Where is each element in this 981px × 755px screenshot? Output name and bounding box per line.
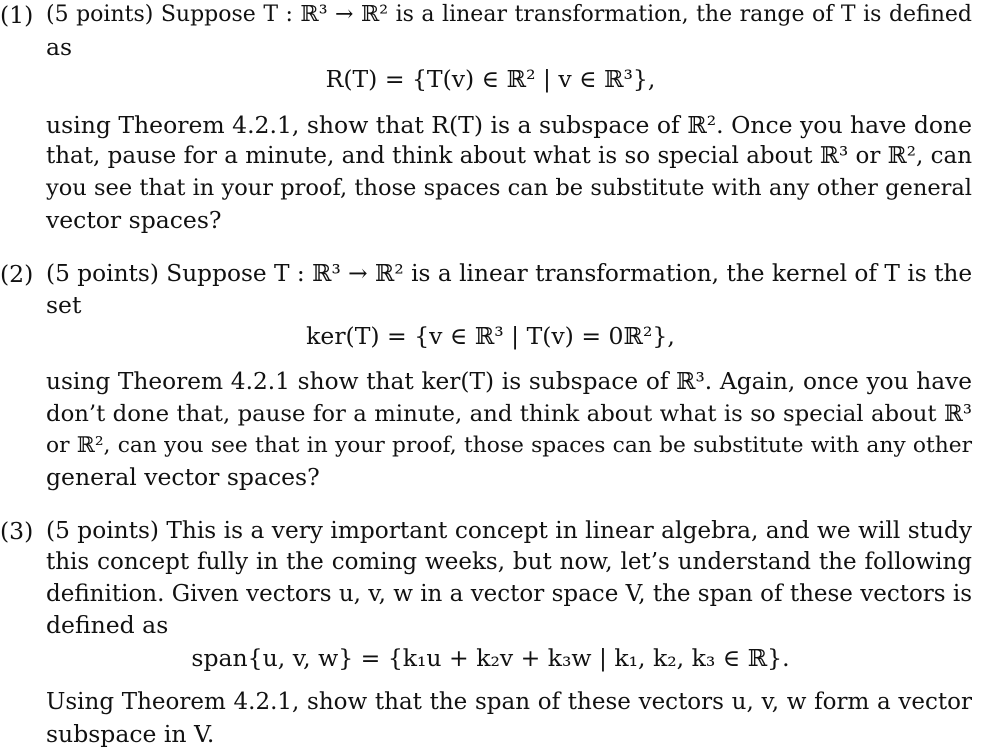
problem-text-line: set (46, 291, 82, 319)
problem-text-line: general vector spaces? (46, 463, 320, 491)
problem-text-line: using Theorem 4.2.1 show that ker(T) is subspace of ℝ³. Again, once you have (46, 368, 972, 395)
problem-text-line: Using Theorem 4.2.1, show that the span of these vectors u, v, w form a vector (46, 689, 972, 715)
problem-text-line: don’t done that, pause for a minute, and think about what is so special about ℝ³ (46, 401, 972, 427)
problem-text-line: this concept fully in the coming weeks, but now, let’s understand the following (46, 549, 972, 575)
problem-text-line: (5 points) Suppose T : ℝ³ → ℝ² is a linear transformation, the kernel of T is the (46, 260, 973, 287)
problem-text-line: or ℝ², can you see that in your proof, those spaces can be substitute with any other (46, 433, 972, 458)
display-equation: R(T) = {T(v) ∈ ℝ² | v ∈ ℝ³}, (325, 65, 656, 93)
problem-text-line: as (46, 33, 73, 61)
problem-text-line: using Theorem 4.2.1, show that R(T) is a subspace of ℝ². Once you have done (46, 111, 973, 139)
problem-text-line: defined as (46, 611, 169, 639)
problem-text-line: that, pause for a minute, and think about what is so special about ℝ³ or ℝ², can (46, 143, 973, 169)
problem-text-line: (5 points) Suppose T : ℝ³ → ℝ² is a linear transformation, the range of T is defined (46, 2, 972, 27)
display-equation: span{u, v, w} = {k₁u + k₂v + k₃w | k₁, k₂, k₃ ∈ ℝ}. (191, 644, 790, 672)
problem-text-line: vector spaces? (46, 206, 222, 234)
display-equation: ker(T) = {v ∈ ℝ³ | T(v) = 0ℝ²}, (306, 322, 675, 350)
problem-number: (3) (0, 517, 34, 545)
problem-number: (2) (0, 260, 34, 288)
problem-text-line: you see that in your proof, those spaces can be substitute with any other general (46, 175, 972, 201)
problem-text-line: definition. Given vectors u, v, w in a vector space V, the span of these vectors is (46, 581, 973, 607)
problem-number: (1) (0, 1, 34, 29)
problem-text-line: (5 points) This is a very important concept in linear algebra, and we will study (46, 517, 972, 544)
problem-text-line: subspace in V. (46, 720, 215, 748)
